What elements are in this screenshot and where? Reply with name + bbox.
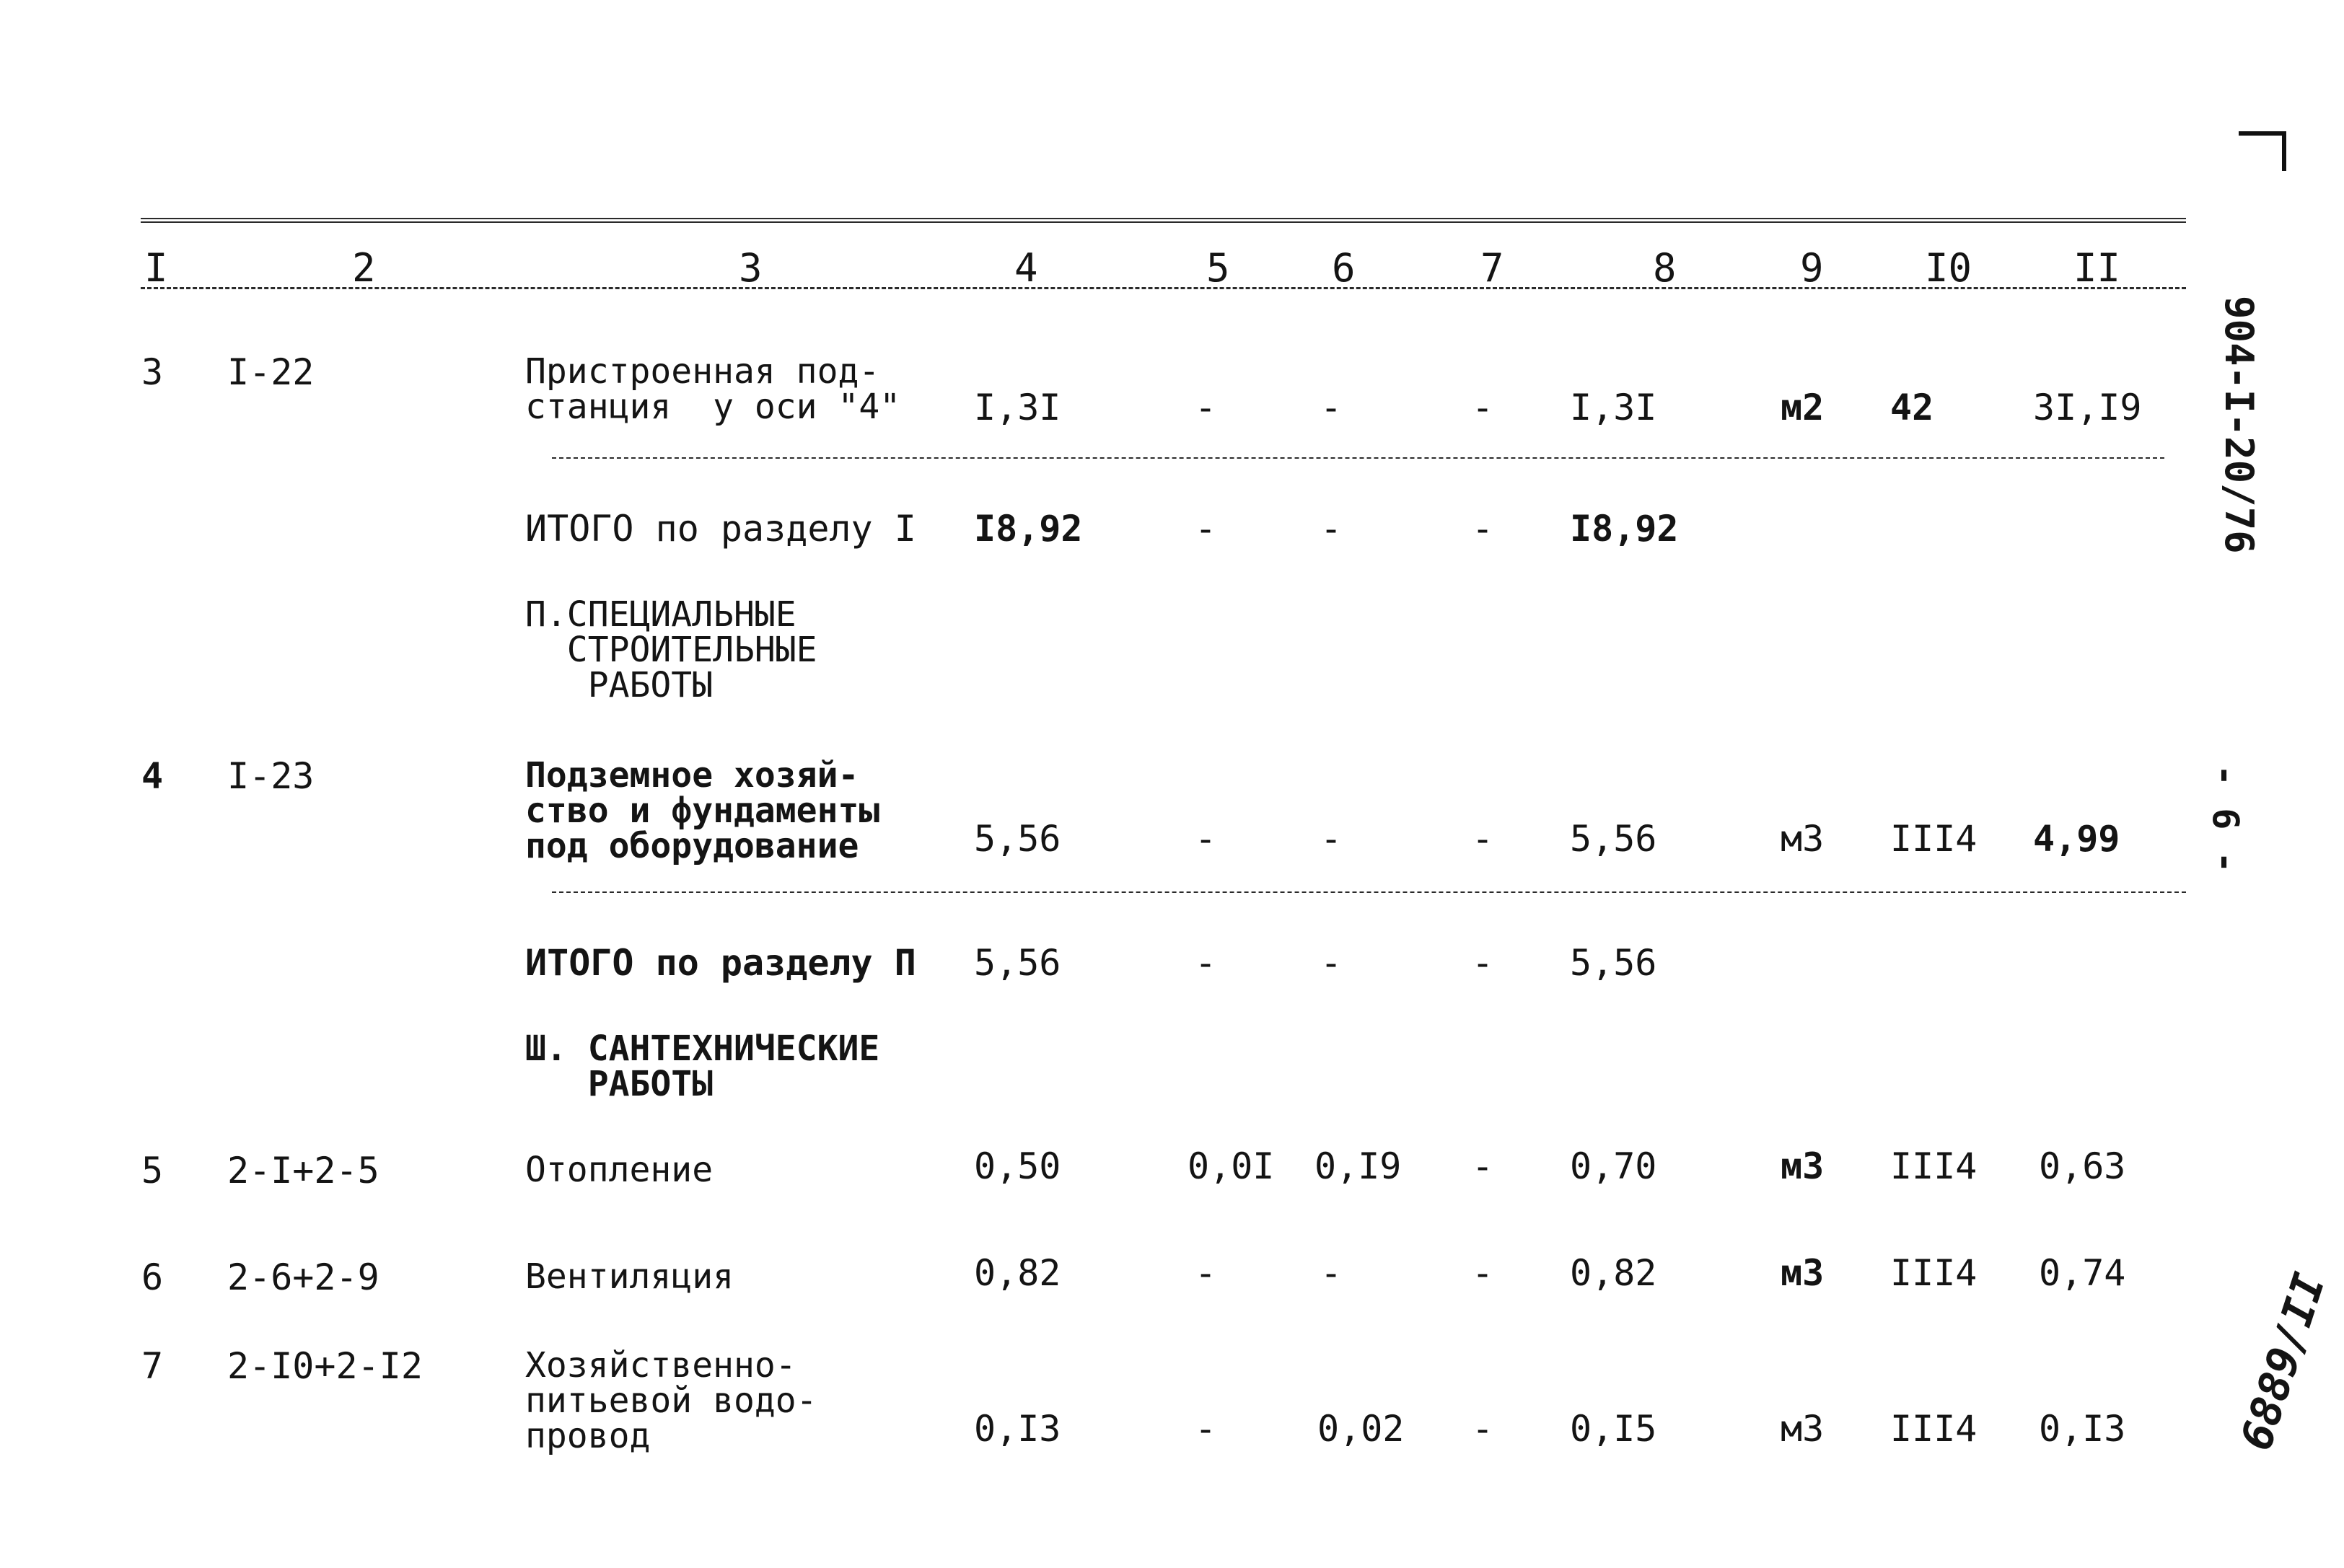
cell-col9: м3 [1781, 1408, 1825, 1450]
cell-col6: - [1320, 818, 1343, 860]
row-number: 6 [141, 1256, 164, 1298]
row-name: Отопление [525, 1150, 714, 1190]
total-label: ИТОГО по разделу I [525, 508, 916, 550]
cell-col10: III4 [1890, 1252, 1978, 1294]
inventory-number: 6889/II [2231, 1267, 2336, 1457]
row-number: 7 [141, 1345, 164, 1387]
section-heading: П.СПЕЦИАЛЬНЫЕ СТРОИТЕЛЬНЫЕ РАБОТЫ [525, 594, 817, 705]
page-mark: - 6 - [2205, 765, 2247, 873]
corner-mark-vertical [2282, 131, 2286, 171]
cell-col5: - [1195, 1252, 1217, 1294]
cell-col10: III4 [1890, 818, 1978, 860]
cell-col8: 0,I5 [1570, 1408, 1657, 1450]
cell-col11: 0,63 [2039, 1145, 2126, 1187]
row-name: Подземное хозяй- ство и фундаменты под оборудование [525, 755, 880, 866]
total-label: ИТОГО по разделу П [525, 942, 916, 984]
cell-col5: - [1195, 1408, 1217, 1450]
cell-col4: I,3I [974, 387, 1061, 428]
cell-col6: 0,02 [1317, 1408, 1405, 1450]
cell-col7: - [1472, 818, 1494, 860]
cell-col4: 0,I3 [974, 1408, 1061, 1450]
cell-col4: 0,82 [974, 1252, 1061, 1294]
cell-col4: 5,56 [974, 942, 1061, 984]
col-header-5: 5 [1206, 245, 1230, 291]
col-header-6: 6 [1332, 245, 1356, 291]
row-code: 2-I0+2-I2 [227, 1345, 423, 1387]
cell-col8: 5,56 [1570, 942, 1657, 984]
cell-col4: 0,50 [974, 1145, 1061, 1187]
cell-col7: - [1472, 942, 1494, 984]
cell-col11: 3I,I9 [2033, 387, 2142, 428]
cell-col5: 0,0I [1188, 1145, 1275, 1187]
col-header-10: I0 [1925, 245, 1972, 291]
row-number: 5 [141, 1150, 164, 1192]
col-header-11: II [2073, 245, 2121, 291]
cell-col11: 4,99 [2033, 818, 2120, 860]
cell-col11: 0,I3 [2039, 1408, 2126, 1450]
row-number: 4 [141, 755, 164, 797]
cell-col10: III4 [1890, 1408, 1978, 1450]
col-header-9: 9 [1800, 245, 1824, 291]
section-heading: Ш. САНТЕХНИЧЕСКИЕ РАБОТЫ [525, 1029, 880, 1104]
row-code: 2-I+2-5 [227, 1150, 379, 1192]
cell-col10: 42 [1890, 387, 1934, 428]
header-bottom-rule [141, 287, 2186, 289]
cell-col11: 0,74 [2039, 1252, 2126, 1294]
cell-col6: - [1320, 942, 1343, 984]
row-code: 2-6+2-9 [227, 1256, 379, 1298]
cell-col8: 0,70 [1570, 1145, 1657, 1187]
cell-col5: - [1195, 818, 1217, 860]
row-name: Вентиляция [525, 1256, 734, 1297]
row-code: I-23 [227, 755, 315, 797]
cell-col5: - [1195, 508, 1217, 550]
cell-col5: - [1195, 942, 1217, 984]
cell-col7: - [1472, 1408, 1494, 1450]
cell-col10: III4 [1890, 1145, 1978, 1187]
cell-col7: - [1472, 1145, 1494, 1187]
cell-col7: - [1472, 508, 1494, 550]
row-number: 3 [141, 351, 164, 393]
subtotal-rule [552, 891, 2186, 893]
cell-col9: м3 [1781, 1252, 1825, 1294]
cell-col6: - [1320, 508, 1343, 550]
header-top-rule [141, 218, 2186, 223]
cell-col8: I,3I [1570, 387, 1657, 428]
corner-mark-horizontal [2239, 131, 2286, 136]
cell-col5: - [1195, 387, 1217, 428]
col-header-8: 8 [1653, 245, 1677, 291]
cell-col6: - [1320, 1252, 1343, 1294]
cell-col9: м3 [1781, 818, 1825, 860]
col-header-3: 3 [739, 245, 763, 291]
subtotal-rule [552, 457, 2164, 459]
col-header-7: 7 [1480, 245, 1504, 291]
cell-col4: 5,56 [974, 818, 1061, 860]
cell-col7: - [1472, 1252, 1494, 1294]
cell-col4: I8,92 [974, 508, 1083, 550]
row-code: I-22 [227, 351, 315, 393]
col-header-1: I [144, 245, 168, 291]
cell-col6: 0,I9 [1314, 1145, 1402, 1187]
col-header-2: 2 [352, 245, 376, 291]
cell-col6: - [1320, 387, 1343, 428]
cell-col9: м3 [1781, 1145, 1825, 1187]
cell-col8: 0,82 [1570, 1252, 1657, 1294]
row-name: Пристроенная под- станция у оси "4" [525, 351, 901, 427]
col-header-4: 4 [1014, 245, 1038, 291]
cell-col8: 5,56 [1570, 818, 1657, 860]
row-name: Хозяйственно- питьевой водо- провод [525, 1345, 817, 1456]
doc-number: 904-I-20/76 [2216, 296, 2262, 554]
cell-col8: I8,92 [1570, 508, 1679, 550]
cell-col9: м2 [1781, 387, 1825, 428]
cell-col7: - [1472, 387, 1494, 428]
